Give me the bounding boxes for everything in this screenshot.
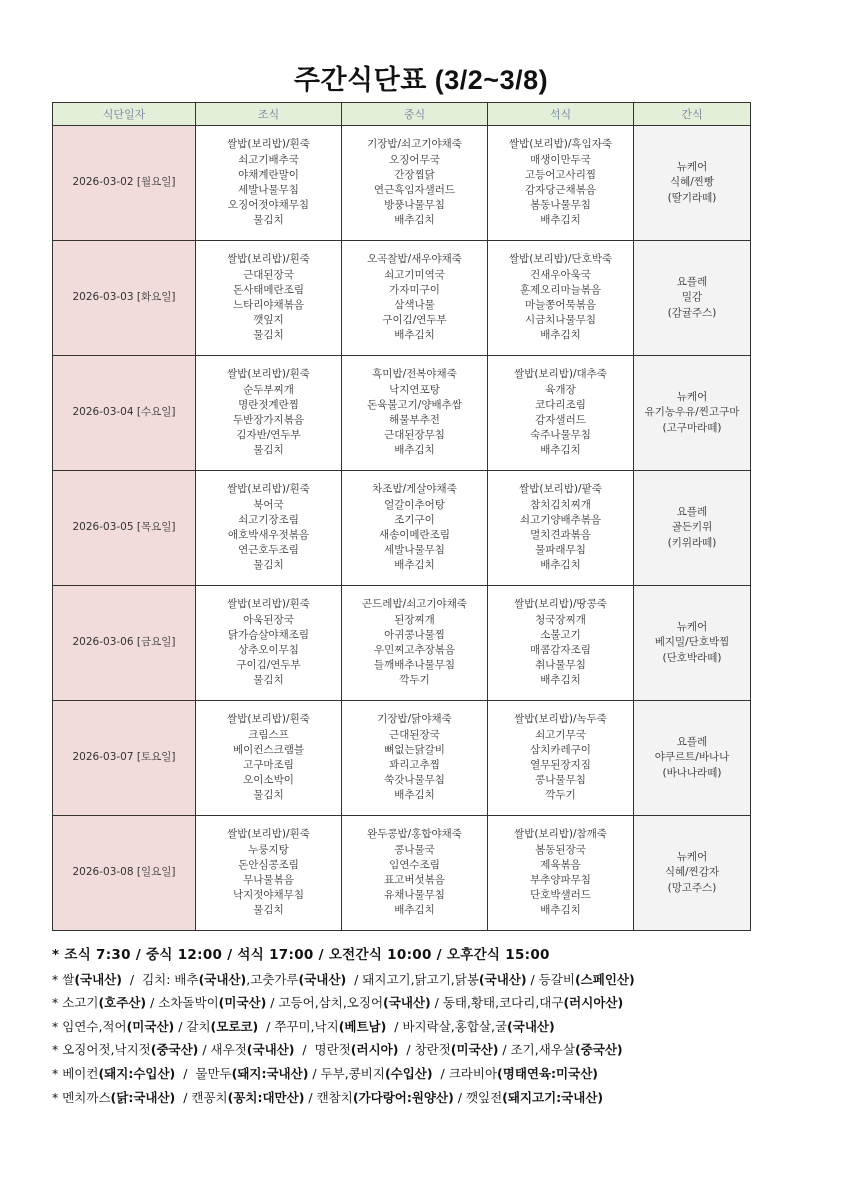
menu-item: 쌀밥(보리밥)/흑임자죽 (508, 138, 613, 151)
origin-item: / 캔참치 (304, 1089, 353, 1105)
menu-item: 상추오이무침 (238, 644, 299, 656)
menu-item: 깻잎지 (253, 314, 284, 327)
menu-item: 크림스프 (248, 728, 289, 741)
table-row (53, 816, 751, 931)
header-breakfast: 조식 (196, 103, 342, 126)
menu-item: 느타리야채볶음 (232, 299, 304, 311)
menu-item: 배추김치 (394, 444, 435, 457)
menu-item: 봄동나물무침 (530, 199, 591, 212)
menu-item: 임연수조림 (389, 858, 440, 871)
menu-item: 콩나물무침 (535, 774, 586, 787)
origin-country: (국내산) (74, 971, 122, 987)
origin-country: (국내산) (298, 971, 347, 987)
menu-item: 아귀콩나물찜 (384, 628, 445, 641)
meal-times: * 조식 7:30 / 중식 12:00 / 석식 17:00 / 오전간식 10:00 / 오후간식 15:00 (52, 947, 550, 963)
menu-item: 배추김치 (540, 329, 581, 342)
menu-item: (감귤주스) (667, 306, 717, 319)
notes-section (52, 944, 792, 1109)
menu-item: 세발나물무침 (384, 544, 445, 557)
lunch-cell (342, 241, 488, 356)
menu-item: (고구마라떼) (662, 421, 722, 434)
menu-item: 아욱된장국 (243, 613, 294, 626)
menu-item: 무나물볶음 (243, 874, 294, 886)
menu-item: 배추김치 (394, 329, 435, 342)
menu-item: 배추김치 (394, 904, 435, 917)
menu-item: 구이김/연두부 (382, 314, 447, 327)
menu-item: 시금치나물무침 (524, 314, 596, 327)
menu-item: 쌀밥(보리밥)/흰죽 (227, 138, 310, 151)
menu-item: 훈제오리마늘볶음 (519, 283, 602, 296)
menu-item: 명란젓계란찜 (238, 398, 299, 411)
menu-item: 들깨배추나물무침 (373, 659, 456, 672)
header-snack: 간식 (634, 103, 751, 126)
menu-item: 콩나물국 (394, 843, 435, 856)
menu-item: 뉴케어 (676, 851, 708, 864)
menu-item: 물파래무침 (535, 544, 586, 557)
origin-item: ,고춧가루 (246, 971, 299, 987)
origin-country: (닭:국내산) (110, 1089, 176, 1105)
snack-cell (634, 126, 751, 241)
origin-country: (돼지:국내산) (231, 1065, 309, 1081)
menu-item: 쌀밥(보리밥)/흰죽 (227, 828, 310, 841)
menu-item: 우민찌고추장볶음 (373, 644, 456, 656)
origin-country: (국내산) (246, 1042, 295, 1058)
menu-item: 물김치 (253, 214, 284, 227)
menu-item: 야채계란말이 (238, 168, 299, 181)
menu-item: 유기농우유/찐고구마 (644, 406, 740, 419)
origin-country: (국내산) (198, 971, 247, 987)
menu-item: 유채나물무침 (384, 889, 445, 902)
origin-item: / 물만두 (175, 1065, 232, 1081)
origin-note (52, 1038, 792, 1062)
menu-item: 참치김치찌개 (530, 498, 591, 511)
menu-item: 삼치카레구이 (530, 743, 591, 756)
origin-country: (러시아) (350, 1042, 399, 1058)
menu-item: 배추김치 (540, 559, 581, 572)
table-row (53, 356, 751, 471)
lunch-cell (342, 356, 488, 471)
header-lunch: 중식 (342, 103, 488, 126)
menu-item: 흑미밥/전복야채죽 (372, 368, 457, 381)
date-cell: 2026-03-06 [금요일] (53, 586, 196, 701)
origin-country: (베트남) (338, 1018, 387, 1034)
menu-item: 베이컨스크램블 (232, 743, 304, 756)
menu-item: 골든키위 (671, 521, 713, 534)
menu-item: 가자미구이 (389, 283, 440, 296)
menu-item: 배추김치 (394, 214, 435, 227)
origin-item: / 갈치 (174, 1018, 211, 1034)
menu-item: 조기구이 (394, 513, 435, 526)
menu-item: 쑥갓나물무침 (384, 774, 445, 787)
menu-item: (바나나라떼) (662, 766, 722, 779)
origin-country: (미국산) (218, 995, 267, 1011)
dinner-cell (488, 241, 634, 356)
origin-country: (국내산) (383, 995, 431, 1011)
menu-item: 청국장찌개 (535, 613, 586, 626)
menu-item: 기장밥/닭야채죽 (377, 713, 452, 726)
header-dinner: 석식 (488, 103, 634, 126)
menu-item: 쌀밥(보리밥)/흰죽 (227, 483, 310, 496)
menu-item: 감자당근채볶음 (524, 184, 596, 196)
menu-item: 식혜/찐감자 (664, 866, 720, 879)
dinner-cell (488, 586, 634, 701)
dinner-cell (488, 356, 634, 471)
menu-item: 김자반/연두부 (236, 429, 301, 442)
origin-country: (러시아산) (563, 995, 624, 1011)
menu-item: 매콤감자조림 (530, 644, 591, 656)
menu-item: 식혜/찐빵 (669, 176, 715, 189)
menu-item: 오곡찰밥/새우야채죽 (367, 253, 462, 266)
menu-item: 애호박새우젓볶음 (227, 529, 310, 541)
menu-item: 쌀밥(보리밥)/흰죽 (227, 368, 310, 381)
menu-item: 순두부찌개 (243, 383, 294, 396)
menu-item: 요플레 (676, 506, 708, 519)
menu-item: 북어국 (253, 498, 284, 511)
menu-item: 쌀밥(보리밥)/팥죽 (519, 483, 602, 496)
menu-item: 물김치 (253, 559, 284, 572)
menu-item: (키위라떼) (667, 536, 717, 549)
menu-item: 밀감 (681, 291, 703, 304)
table-row (53, 126, 751, 241)
menu-item: 야쿠르트/바나나 (654, 751, 730, 764)
dinner-cell (488, 126, 634, 241)
origin-item: / 동태,황태,코다리,대구 (430, 995, 564, 1011)
menu-item: 연근호두조림 (238, 544, 299, 557)
snack-cell (634, 356, 751, 471)
origin-item: / 조기,새우살 (498, 1042, 575, 1058)
origin-item: * 임연수,적어 (52, 1018, 127, 1034)
menu-item: 배추김치 (394, 559, 435, 572)
date-cell: 2026-03-08 [일요일] (53, 816, 196, 931)
header-date: 식단일자 (53, 103, 196, 126)
menu-item: 돈육불고기/양배추쌈 (367, 398, 462, 411)
menu-item: 요플레 (676, 736, 708, 749)
date-cell: 2026-03-04 [수요일] (53, 356, 196, 471)
breakfast-cell (196, 126, 342, 241)
menu-item: 배추김치 (540, 214, 581, 227)
menu-item: 돈사태메란조림 (232, 283, 304, 296)
menu-item: 제육볶음 (540, 858, 581, 871)
menu-item: 닭가슴살야채조림 (227, 628, 310, 641)
origin-country: (돼지고기:국내산) (502, 1089, 604, 1105)
table-row (53, 586, 751, 701)
menu-item: 소불고기 (540, 628, 581, 641)
menu-item: 오징어무국 (389, 153, 440, 166)
menu-item: 연근흑임자샐러드 (373, 184, 456, 196)
breakfast-cell (196, 586, 342, 701)
dinner-cell (488, 701, 634, 816)
menu-item: 된장찌개 (394, 613, 435, 626)
breakfast-cell (196, 471, 342, 586)
origin-note (52, 1062, 792, 1086)
origin-note (52, 991, 792, 1015)
origin-country: (미국산) (126, 1018, 175, 1034)
menu-item: 숙주나물무침 (530, 429, 591, 442)
menu-item: 낙지젓야채무침 (232, 889, 304, 902)
menu-item: 근대된장국 (243, 268, 294, 281)
menu-item: 뉴케어 (676, 161, 708, 174)
date-cell: 2026-03-03 [화요일] (53, 241, 196, 356)
breakfast-cell (196, 701, 342, 816)
table-row (53, 241, 751, 356)
origin-item: / 고등어,삼치,오징어 (266, 995, 384, 1011)
menu-item: 쌀밥(보리밥)/땅콩죽 (514, 598, 607, 611)
menu-item: 고등어고사리찜 (524, 168, 596, 181)
menu-item: 뼈없는닭갈비 (384, 743, 445, 756)
origin-country: (국내산) (507, 1018, 555, 1034)
origin-item: * 멘치까스 (52, 1089, 111, 1105)
menu-item: 쌀밥(보리밥)/흰죽 (227, 598, 310, 611)
menu-item: 쇠고기배추국 (238, 153, 299, 166)
menu-item: 오이소박이 (243, 774, 294, 787)
menu-item: 쌀밥(보리밥)/참깨죽 (514, 828, 607, 841)
menu-item: 오징어젓야채무침 (227, 199, 310, 212)
origin-list (52, 968, 792, 1110)
menu-item: 배추김치 (394, 789, 435, 802)
table-row (53, 471, 751, 586)
lunch-cell (342, 126, 488, 241)
menu-item: 뉴케어 (676, 621, 708, 634)
menu-item: 차조밥/게살야채죽 (372, 483, 457, 496)
menu-item: 배추김치 (540, 444, 581, 457)
origin-country: (꽁치:대만산) (227, 1089, 305, 1105)
origin-item: / 바지락살,홍합살,굴 (386, 1018, 508, 1034)
menu-item: 부추양파무침 (530, 874, 591, 886)
breakfast-cell (196, 356, 342, 471)
menu-item: 삼색나물 (394, 299, 435, 311)
menu-item: 마늘쫑어묵볶음 (524, 299, 596, 311)
origin-item: * 쌀 (52, 971, 75, 987)
origin-item: / 명란젓 (294, 1042, 351, 1058)
menu-item: 간장찜닭 (394, 168, 435, 181)
menu-item: 매생이만두국 (530, 153, 591, 166)
menu-item: 코다리조림 (535, 398, 586, 411)
breakfast-cell (196, 241, 342, 356)
menu-item: (단호박라떼) (662, 651, 722, 664)
date-cell: 2026-03-05 [목요일] (53, 471, 196, 586)
menu-item: 쌀밥(보리밥)/대추죽 (514, 368, 607, 381)
header-row (53, 103, 751, 126)
menu-item: 쇠고기무국 (535, 728, 586, 741)
menu-item: 깍두기 (545, 789, 576, 802)
menu-item: 물김치 (253, 904, 284, 917)
menu-item: 누룽지탕 (248, 843, 289, 856)
origin-note (52, 1086, 792, 1110)
origin-note (52, 968, 792, 992)
origin-item: / 깻잎전 (453, 1089, 503, 1105)
origin-item: / 캔꽁치 (175, 1089, 228, 1105)
dinner-cell (488, 471, 634, 586)
menu-item: 육개장 (545, 383, 576, 396)
origin-item: / 쭈꾸미,낙지 (258, 1018, 339, 1034)
lunch-cell (342, 816, 488, 931)
dinner-cell (488, 816, 634, 931)
menu-item: 물김치 (253, 329, 284, 342)
menu-item: 새송이메란조림 (378, 529, 450, 541)
menu-item: 고구마조림 (243, 759, 294, 771)
snack-cell (634, 241, 751, 356)
origin-item: / 크라비아 (432, 1065, 498, 1081)
snack-cell (634, 816, 751, 931)
menu-item: 근대된장국 (389, 728, 440, 741)
menu-item: 세발나물무침 (238, 184, 299, 196)
menu-item: 물김치 (253, 444, 284, 457)
origin-item: * 베이컨 (52, 1065, 99, 1081)
table-row (53, 701, 751, 816)
menu-item: 봄동된장국 (535, 843, 586, 856)
menu-item: 쇠고기미역국 (384, 268, 445, 281)
menu-item: 근대된장무침 (384, 429, 445, 442)
origin-item: / 창란젓 (398, 1042, 451, 1058)
menu-item: 꽈리고추찜 (389, 759, 440, 771)
menu-item: 건새우아욱국 (530, 268, 591, 281)
menu-item: 물김치 (253, 674, 284, 687)
menu-item: 뉴케어 (676, 391, 708, 404)
origin-country: (명태연육:미국산) (497, 1065, 598, 1081)
menu-item: 단호박샐러드 (530, 889, 591, 902)
menu-item: 쌀밥(보리밥)/단호박죽 (508, 253, 613, 266)
origin-item: / 두부,콩비지 (308, 1065, 385, 1081)
origin-item: / 돼지고기,닭고기,닭봉 (346, 971, 479, 987)
menu-item: 배추김치 (540, 674, 581, 687)
origin-country: (호주산) (98, 995, 147, 1011)
menu-item: 기장밥/쇠고기야채죽 (367, 138, 462, 151)
origin-country: (중국산) (150, 1042, 199, 1058)
lunch-cell (342, 471, 488, 586)
origin-country: (돼지:수입산) (98, 1065, 176, 1081)
origin-country: (국내산) (478, 971, 527, 987)
origin-item: / 새우젓 (198, 1042, 247, 1058)
origin-country: (가다랑어:원양산) (352, 1089, 454, 1105)
menu-item: 감자샐러드 (535, 414, 586, 426)
menu-item: 쇠고기장조림 (238, 513, 299, 526)
menu-item: 쌀밥(보리밥)/흰죽 (227, 713, 310, 726)
menu-item: 얼갈이추어탕 (384, 498, 445, 511)
menu-item: 두반장가지볶음 (232, 414, 304, 426)
menu-item: 방풍나물무침 (384, 199, 445, 212)
menu-item: 구이김/연두부 (236, 659, 301, 672)
menu-item: 열무된장지짐 (530, 759, 591, 771)
menu-item: 쇠고기양배추볶음 (519, 513, 602, 526)
lunch-cell (342, 701, 488, 816)
menu-item: 표고버섯볶음 (384, 874, 445, 886)
weekly-menu-table (52, 102, 751, 931)
origin-note (52, 1015, 792, 1039)
snack-cell (634, 471, 751, 586)
menu-item: 요플레 (676, 276, 708, 289)
origin-country: (미국산) (450, 1042, 499, 1058)
menu-item: 깍두기 (399, 674, 430, 687)
menu-item: 멸치견과볶음 (530, 529, 591, 541)
origin-item: * 소고기 (52, 995, 99, 1011)
menu-item: 취나물무침 (535, 659, 586, 672)
menu-item: (딸기라떼) (667, 191, 717, 204)
date-cell: 2026-03-07 [토요일] (53, 701, 196, 816)
origin-country: (스페인산) (574, 971, 635, 987)
menu-item: 물김치 (253, 789, 284, 802)
origin-country: (중국산) (574, 1042, 623, 1058)
snack-cell (634, 701, 751, 816)
menu-item: 완두콩밥/홍합야채죽 (367, 828, 462, 841)
menu-item: 베지밀/단호박찜 (654, 636, 730, 649)
menu-item: 쌀밥(보리밥)/흰죽 (227, 253, 310, 266)
lunch-cell (342, 586, 488, 701)
origin-item: / 소차돌박이 (146, 995, 219, 1011)
origin-item: * 오징어젓,낙지젓 (52, 1042, 151, 1058)
breakfast-cell (196, 816, 342, 931)
menu-item: 배추김치 (540, 904, 581, 917)
menu-item: (망고주스) (667, 881, 717, 894)
origin-country: (모로코) (210, 1018, 259, 1034)
menu-item: 해물부추전 (389, 414, 440, 426)
origin-item: / 등갈비 (526, 971, 575, 987)
date-cell: 2026-03-02 [월요일] (53, 126, 196, 241)
snack-cell (634, 586, 751, 701)
menu-item: 곤드레밥/쇠고기야채죽 (362, 598, 467, 611)
page-title: 주간식단표 (3/2~3/8) (293, 65, 549, 95)
menu-item: 쌀밥(보리밥)/녹두죽 (514, 713, 607, 726)
origin-country: (수입산) (384, 1065, 433, 1081)
origin-item: / 김치: 배추 (121, 971, 199, 987)
menu-item: 낙지연포탕 (389, 383, 440, 396)
menu-item: 돈안심콩조림 (238, 858, 299, 871)
